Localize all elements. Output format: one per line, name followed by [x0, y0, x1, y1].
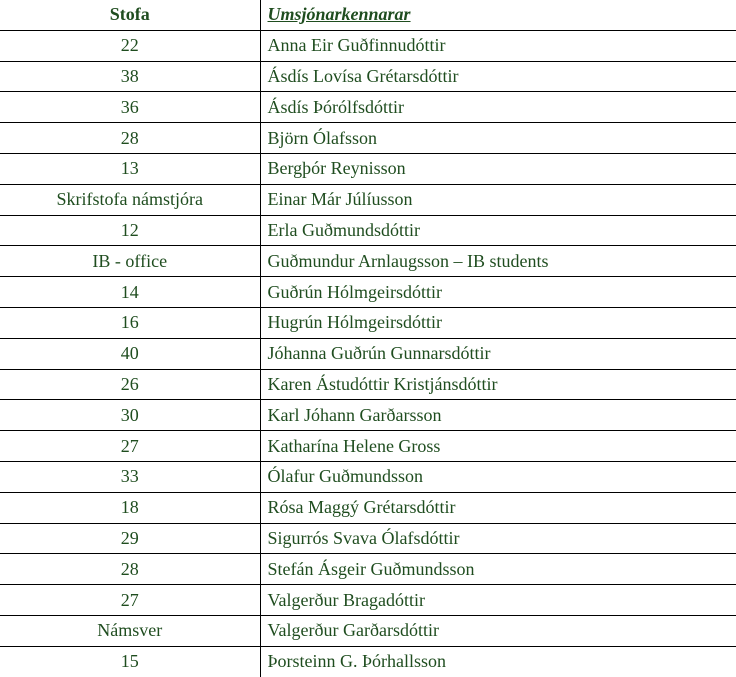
table-row: [0, 646, 736, 676]
supervisor-name-cell: Anna Eir Guðfinnudóttir: [260, 30, 736, 61]
table-row: [0, 246, 736, 277]
room-cell: IB - office: [0, 246, 260, 277]
supervisor-name-cell: Stefán Ásgeir Guðmundsson: [260, 554, 736, 585]
supervisor-name-cell: Guðrún Hólmgeirsdóttir: [260, 277, 736, 308]
room-cell: 14: [0, 277, 260, 308]
room-cell: 15: [0, 646, 260, 676]
table-row: [0, 153, 736, 184]
table-row: [0, 61, 736, 92]
room-cell: 29: [0, 523, 260, 554]
table-row: [0, 123, 736, 154]
supervisor-name-cell: Karl Jóhann Garðarsson: [260, 400, 736, 431]
supervisor-name-cell: Karen Ástudóttir Kristjánsdóttir: [260, 369, 736, 400]
room-cell: 16: [0, 307, 260, 338]
supervisor-name-cell: Rósa Maggý Grétarsdóttir: [260, 492, 736, 523]
room-cell: 18: [0, 492, 260, 523]
table-row: [0, 492, 736, 523]
room-cell: Námsver: [0, 615, 260, 646]
supervisor-name-cell: Guðmundur Arnlaugsson – IB students: [260, 246, 736, 277]
table-row: [0, 554, 736, 585]
room-cell: 26: [0, 369, 260, 400]
supervisor-name-cell: Ólafur Guðmundsson: [260, 461, 736, 492]
table-row: [0, 215, 736, 246]
supervisor-name-cell: Valgerður Garðarsdóttir: [260, 615, 736, 646]
room-cell: 22: [0, 30, 260, 61]
header-row: [0, 0, 736, 30]
supervisor-name-cell: Ásdís Þórólfsdóttir: [260, 92, 736, 123]
supervisor-name-cell: Þorsteinn G. Þórhallsson: [260, 646, 736, 676]
room-cell: 28: [0, 123, 260, 154]
table-row: [0, 307, 736, 338]
room-cell: 38: [0, 61, 260, 92]
table-body: [0, 30, 736, 676]
supervisor-name-cell: Katharína Helene Gross: [260, 431, 736, 462]
supervisor-name-cell: Ásdís Lovísa Grétarsdóttir: [260, 61, 736, 92]
supervisor-name-cell: Sigurrós Svava Ólafsdóttir: [260, 523, 736, 554]
room-cell: 12: [0, 215, 260, 246]
table-row: [0, 615, 736, 646]
supervisor-name-cell: Erla Guðmundsdóttir: [260, 215, 736, 246]
table-row: [0, 277, 736, 308]
room-cell: 30: [0, 400, 260, 431]
supervisor-name-cell: Hugrún Hólmgeirsdóttir: [260, 307, 736, 338]
table-row: [0, 523, 736, 554]
room-cell: 27: [0, 431, 260, 462]
header-supervisors: Umsjónarkennarar: [260, 0, 736, 30]
table-row: [0, 431, 736, 462]
supervisor-name-cell: Bergþór Reynisson: [260, 153, 736, 184]
room-cell: 13: [0, 153, 260, 184]
room-cell: 27: [0, 585, 260, 616]
room-cell: 36: [0, 92, 260, 123]
table-row: [0, 585, 736, 616]
room-cell: 33: [0, 461, 260, 492]
supervisor-name-cell: Jóhanna Guðrún Gunnarsdóttir: [260, 338, 736, 369]
table-row: [0, 184, 736, 215]
supervisor-name-cell: Einar Már Júlíusson: [260, 184, 736, 215]
table-row: [0, 369, 736, 400]
room-cell: Skrifstofa námstjóra: [0, 184, 260, 215]
table-row: [0, 30, 736, 61]
table-row: [0, 92, 736, 123]
room-cell: 28: [0, 554, 260, 585]
supervisor-name-cell: Valgerður Bragadóttir: [260, 585, 736, 616]
header-room: Stofa: [0, 0, 260, 30]
room-cell: 40: [0, 338, 260, 369]
table-row: [0, 461, 736, 492]
table-row: [0, 338, 736, 369]
supervisor-name-cell: Björn Ólafsson: [260, 123, 736, 154]
table-row: [0, 400, 736, 431]
